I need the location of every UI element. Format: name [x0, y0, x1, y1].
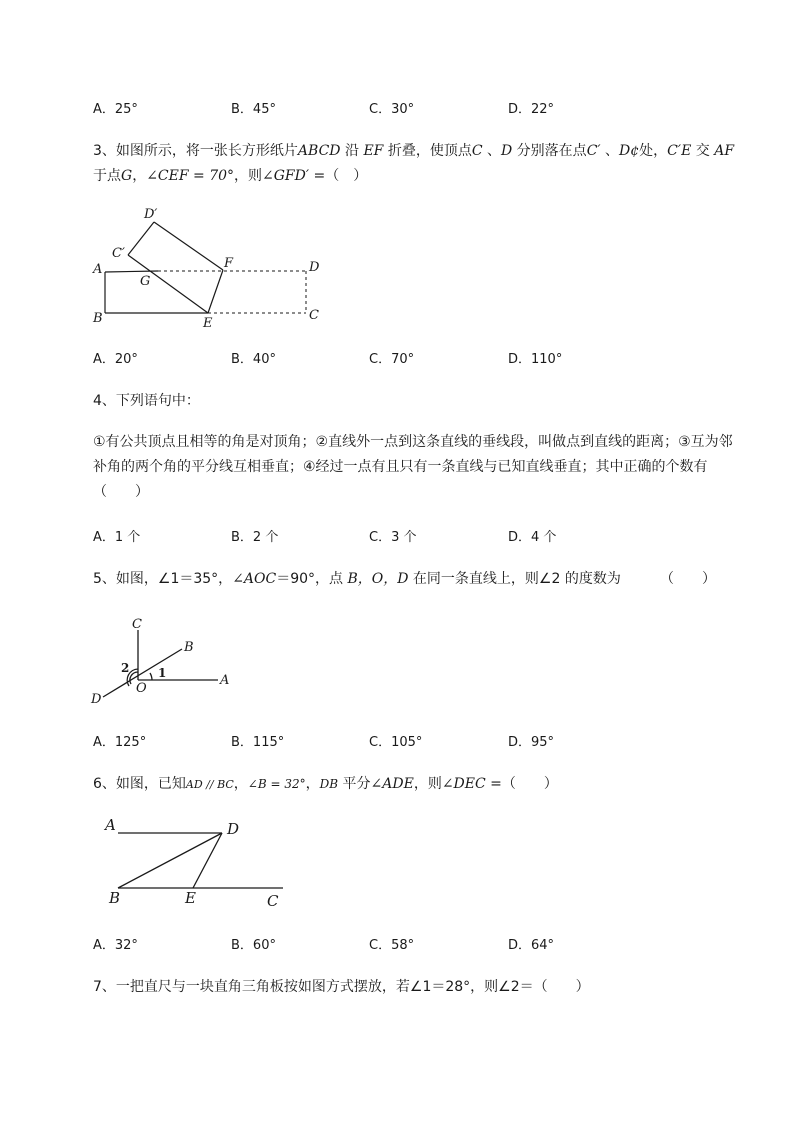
q6-option-d[interactable]: D．64°: [508, 938, 555, 953]
q3-math: D: [501, 143, 513, 159]
q3-label-b: B: [93, 311, 103, 326]
q3-math: C′E: [667, 143, 692, 159]
q3-label-g: G: [140, 274, 151, 289]
q5-text: ＝90°，点: [276, 571, 348, 587]
q5-answer-bracket: （ ）: [660, 571, 716, 587]
q5-label-o: O: [136, 681, 147, 696]
q6-text: 平分: [338, 776, 371, 792]
q3-label-d-prime: D′: [144, 207, 158, 222]
q3-option-a[interactable]: A．20°: [93, 352, 138, 367]
q5-option-b[interactable]: B．115°: [231, 735, 285, 750]
q3-text: 沿: [340, 143, 364, 159]
q3-text: 交: [691, 143, 715, 159]
q6-math: ∠ADE: [370, 776, 414, 792]
q4-option-a[interactable]: A．1 个: [93, 530, 141, 545]
q3-option-b[interactable]: B．40°: [231, 352, 276, 367]
q5-math: B，O，D: [347, 571, 409, 587]
q3-math: EF: [363, 143, 384, 159]
q5-label-a: A: [220, 673, 230, 688]
q3-text: （ ）: [325, 168, 368, 184]
q6-label-c: C: [267, 892, 279, 910]
q4-title: 4、下列语句中：: [93, 393, 200, 409]
q3-text: 3、如图所示，将一张长方形纸片: [93, 143, 298, 159]
q5-option-c[interactable]: C．105°: [369, 735, 423, 750]
q5-label-d: D: [91, 692, 102, 707]
q3-math: C′: [586, 143, 601, 159]
q2-option-c[interactable]: C．30°: [369, 102, 415, 117]
q6-option-b[interactable]: B．60°: [231, 938, 276, 953]
q3-math: C: [471, 143, 483, 159]
q3-math: ∠CEF = 70°: [146, 168, 235, 184]
q3-label-a: A: [93, 262, 103, 277]
q3-math: AF: [714, 143, 735, 159]
q3-label-f: F: [224, 256, 234, 271]
q3-math: D¢: [619, 143, 640, 159]
q6-text: （ ）: [501, 776, 558, 792]
q3-text: 、: [482, 143, 501, 159]
q3-label-e: E: [203, 316, 213, 331]
q3-text: ，: [132, 168, 147, 184]
q6-math: ∠B = 32°: [247, 777, 306, 791]
q5-label-c: C: [132, 617, 142, 632]
q4-option-c[interactable]: C．3 个: [369, 530, 417, 545]
q6-segment-bd: [118, 833, 222, 888]
q5-option-a[interactable]: A．125°: [93, 735, 147, 750]
q3-text: 处，: [639, 143, 668, 159]
q6-option-c[interactable]: C．58°: [369, 938, 415, 953]
q7-stem: 7、一把直尺与一块直角三角板按如图方式摆放，若∠1＝28°，则∠2＝（ ）: [93, 979, 590, 995]
q3-label-d: D: [309, 260, 320, 275]
q6-label-b: B: [109, 889, 121, 907]
q3-math: ABCD: [297, 143, 341, 159]
q3-text: 分别落在点: [512, 143, 587, 159]
q6-label-d: D: [227, 820, 240, 838]
q3-text: 折叠，使顶点: [383, 143, 472, 159]
q3-label-c-prime: C′: [112, 246, 125, 261]
q3-option-c[interactable]: C．70°: [369, 352, 415, 367]
q3-math: ∠GFD′ =: [262, 168, 326, 184]
q6-math: AD // BC: [185, 778, 234, 791]
q6-label-a: A: [105, 816, 116, 834]
q4-option-b[interactable]: B．2 个: [231, 530, 279, 545]
q2-option-b[interactable]: B．45°: [231, 102, 276, 117]
q3-math: G: [121, 168, 133, 184]
q5-text: 在同一条直线上，则∠2 的度数为: [408, 571, 621, 587]
q4-body: ①有公共顶点且相等的角是对顶角；②直线外一点到这条直线的垂线段，叫做点到直线的距离；③互为邻补角的两个角的平分线互相垂直；④经过一点有且只有一条直线与已知直线垂直；其中正确的个数有（ ）: [93, 434, 733, 500]
q6-label-e: E: [185, 889, 196, 907]
q5-label-angle-1: 1: [158, 666, 167, 680]
q5-label-b: B: [184, 640, 194, 655]
q2-option-d[interactable]: D．22°: [508, 102, 555, 117]
q5-math: ∠AOC: [232, 571, 277, 587]
q6-math: DB: [319, 777, 339, 791]
q3-option-d[interactable]: D．110°: [508, 352, 563, 367]
q5-label-angle-2: 2: [121, 661, 130, 675]
q6-option-a[interactable]: A．32°: [93, 938, 138, 953]
q5-option-d[interactable]: D．95°: [508, 735, 555, 750]
q2-option-a[interactable]: A．25°: [93, 102, 138, 117]
q6-text: 6、如图，已知: [93, 776, 186, 792]
q3-text: 于点: [93, 168, 121, 184]
q6-math: ∠DEC =: [441, 776, 502, 792]
q3-text: ，则: [234, 168, 263, 184]
q6-options: [93, 936, 733, 956]
q3-text: 、: [600, 143, 620, 159]
q6-text: ，: [305, 776, 320, 792]
q3-label-c: C: [309, 308, 319, 323]
q6-text: ，则: [413, 776, 442, 792]
q5-text: 5、如图，∠1＝35°，: [93, 571, 233, 587]
q4-option-d[interactable]: D．4 个: [508, 530, 557, 545]
q6-text: ，: [233, 776, 248, 792]
